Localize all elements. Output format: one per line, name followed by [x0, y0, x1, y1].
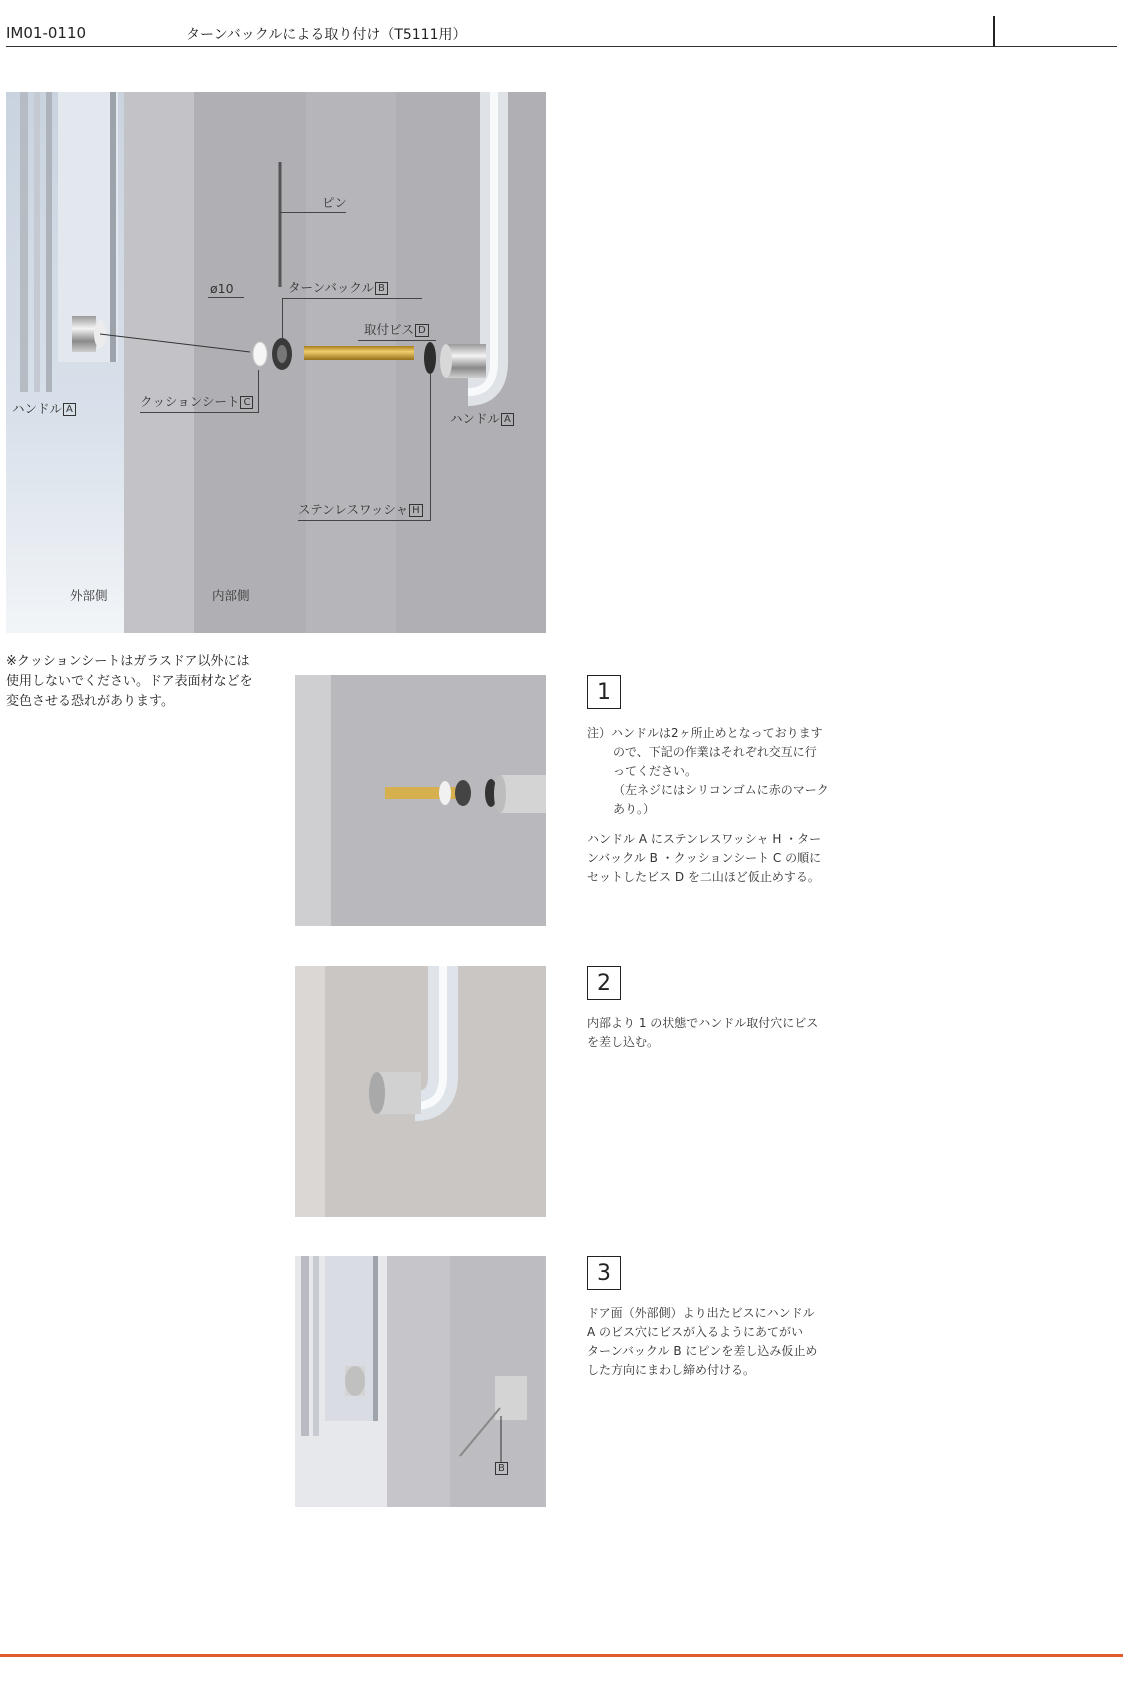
step2-illustration: [295, 966, 546, 1217]
document-code: IM01-0110: [6, 24, 87, 42]
step3-photo: [295, 1256, 546, 1507]
diameter-leader: [208, 297, 244, 298]
screw-label: [364, 324, 429, 337]
cushion-leader-h: [140, 412, 258, 413]
step3-illustration: [295, 1256, 546, 1507]
step1-text-line: ンバックル B ・クッションシート C の順に: [587, 851, 822, 865]
turnbuckle-key: B: [375, 282, 388, 295]
document-title: ターンバックルによる取り付け（T5111用）: [186, 27, 467, 43]
turnbuckle-leader-h: [282, 298, 422, 299]
washer-leader-h: [298, 520, 431, 521]
cushion-leader-v: [258, 370, 259, 413]
step3-number: 3: [587, 1256, 621, 1290]
outside-label: 外部側: [70, 588, 108, 603]
step1-text-line: セットしたビス D を二山ほど仮止めする。: [587, 870, 820, 884]
exploded-diagram-illustration: [6, 92, 546, 633]
handle-right-label: [450, 413, 514, 426]
step2-text: [587, 1014, 842, 1052]
step2-photo: [295, 966, 546, 1217]
step3-text-line: した方向にまわし締め付ける。: [587, 1363, 756, 1377]
caution-line: ※クッションシートはガラスドア以外には: [6, 654, 250, 669]
step3-text-line: A のビス穴にビスが入るようにあてがい: [587, 1325, 804, 1339]
step3-text: [587, 1304, 842, 1380]
cushion-label: [140, 396, 253, 409]
step1-note-line: ので、下記の作業はそれぞれ交互に行: [613, 745, 817, 759]
step3-text-line: ターンバックル B にピンを差し込み仮止め: [587, 1344, 818, 1358]
screw-label-text: 取付ビス: [364, 322, 415, 337]
step1-note: [587, 724, 842, 819]
header-tick: [993, 16, 995, 47]
footer-rule: [0, 1654, 1123, 1657]
step2-text-line: 内部より 1 の状態でハンドル取付穴にビス: [587, 1016, 819, 1030]
washer-label-text: ステンレスワッシャ: [298, 502, 409, 517]
step2-number: 2: [587, 966, 621, 1000]
turnbuckle-label: [288, 282, 388, 295]
step1-text-line: ハンドル A にステンレスワッシャ H ・ター: [587, 832, 822, 846]
step1-note-line: ってください。: [613, 764, 698, 778]
handle-left-key: A: [63, 403, 76, 416]
handle-left-label-text: ハンドル: [12, 401, 63, 416]
handle-left-label: [12, 403, 76, 416]
header-rule: [6, 46, 1117, 47]
screw-leader: [358, 340, 436, 341]
exploded-diagram: [6, 92, 546, 633]
pin-leader-h: [280, 212, 346, 213]
turnbuckle-label-text: ターンバックル: [288, 280, 375, 295]
caution-line: 使用しないでください。ドア表面材などを: [6, 674, 253, 689]
step3-callout-key: B: [495, 1462, 508, 1475]
step1-text: [587, 830, 842, 887]
handle-right-key: A: [501, 413, 514, 426]
caution-note: [6, 652, 271, 712]
step1-note-line: あり。）: [613, 802, 656, 816]
step1-number: 1: [587, 675, 621, 709]
diameter-label: ø10: [210, 281, 234, 296]
washer-leader-v: [430, 374, 431, 520]
handle-right-label-text: ハンドル: [450, 411, 501, 426]
screw-key: D: [415, 324, 429, 337]
step3-text-line: ドア面（外部側）より出たビスにハンドル: [587, 1306, 815, 1320]
step1-illustration: [295, 675, 546, 926]
cushion-label-text: クッションシート: [140, 394, 240, 409]
turnbuckle-leader-v: [282, 298, 283, 338]
washer-key: H: [409, 504, 423, 517]
washer-label: [298, 504, 423, 517]
caution-line: 変色させる恐れがあります。: [6, 694, 174, 709]
cushion-key: C: [240, 396, 253, 409]
step2-text-line: を差し込む。: [587, 1035, 660, 1049]
inside-label: 内部側: [212, 588, 250, 603]
step3-callout: [494, 1462, 508, 1475]
step1-note-line: 注）ハンドルは2ヶ所止めとなっております: [587, 726, 823, 740]
pin-label: ピン: [322, 195, 348, 210]
step1-note-line: （左ネジにはシリコンゴムに赤のマーク: [613, 783, 829, 797]
step1-photo: [295, 675, 546, 926]
